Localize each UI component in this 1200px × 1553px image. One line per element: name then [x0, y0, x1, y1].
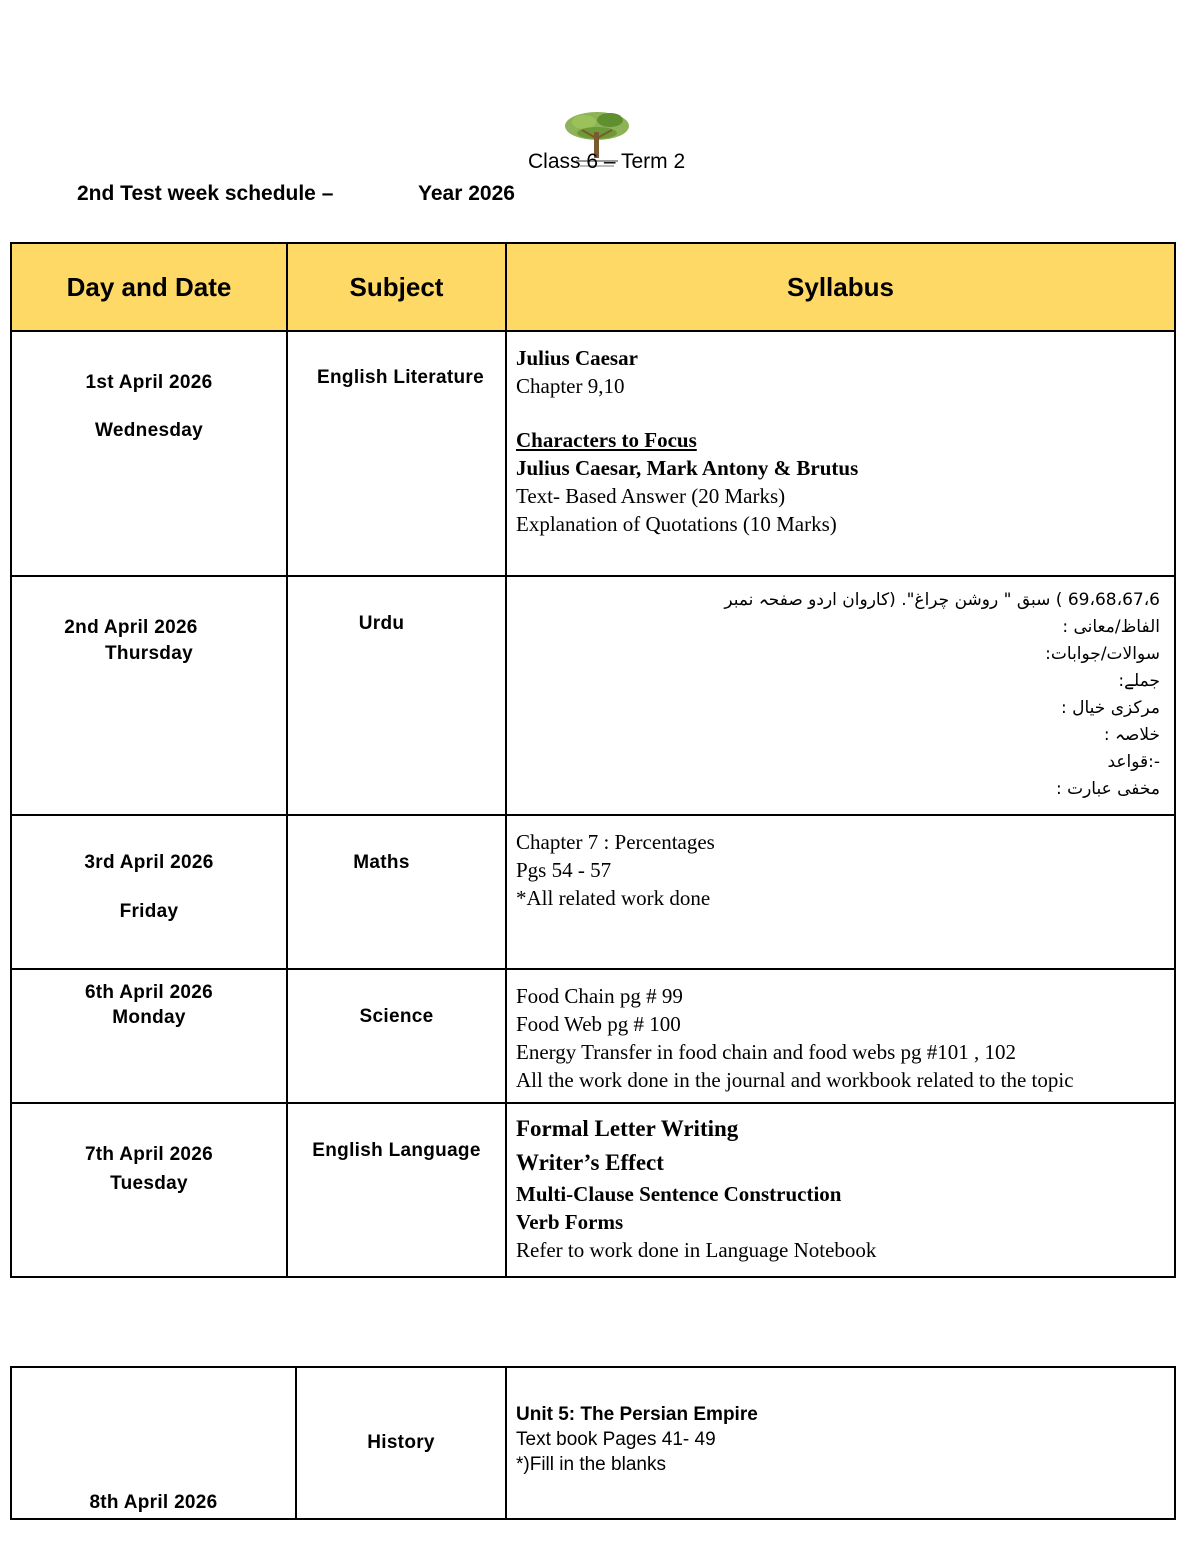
year-label: Year 2026 — [418, 182, 515, 205]
syllabus-line: الفاظ/معانی : — [1062, 617, 1160, 637]
subject-text: English Language — [312, 1140, 481, 1161]
schedule-label: 2nd Test week schedule – — [77, 182, 334, 205]
syllabus-line: Verb Forms — [516, 1210, 624, 1234]
day-cell — [11, 1367, 296, 1519]
day-cell — [11, 969, 287, 1103]
subject-cell — [287, 969, 506, 1103]
subject-text: Urdu — [358, 613, 405, 634]
page-title: Class 6 – Term 2 — [528, 150, 686, 173]
syllabus-line: Explanation of Quotations (10 Marks) — [516, 512, 837, 536]
syllabus-line: All the work done in the journal and workbook related to the topic — [516, 1068, 1074, 1092]
syllabus-line: 69،68،67،6 ) سبق " روشن چراغ". (کاروان اردو صفحہ نمبر — [724, 590, 1160, 610]
date-text: 1st April 2026 — [85, 372, 213, 393]
syllabus-cell — [506, 969, 1175, 1103]
syllabus-line: Formal Letter Writing — [516, 1116, 739, 1141]
syllabus-line: Writer’s Effect — [516, 1150, 664, 1175]
syllabus-cell — [506, 576, 1175, 815]
subject-cell — [287, 576, 506, 815]
syllabus-line: Unit 5: The Persian Empire — [516, 1404, 758, 1425]
syllabus-cell — [506, 1103, 1175, 1277]
subject-text: Maths — [353, 852, 410, 873]
history-table — [10, 1366, 1176, 1520]
syllabus-cell — [506, 815, 1175, 969]
syllabus-line: *All related work done — [516, 886, 711, 910]
weekday-text: Monday — [112, 1007, 186, 1028]
table-row — [11, 815, 1175, 969]
syllabus-line: Julius Caesar, Mark Antony & Brutus — [516, 456, 859, 480]
date-text: 8th April 2026 — [89, 1492, 218, 1513]
date-text: 6th April 2026 — [84, 982, 214, 1003]
weekday-text: Friday — [119, 901, 179, 922]
subject-cell — [287, 1103, 506, 1277]
syllabus-line: Text book Pages 41- 49 — [516, 1429, 716, 1450]
weekday-text: Wednesday — [95, 420, 203, 441]
day-cell — [11, 576, 287, 815]
syllabus-line: Characters to Focus — [516, 428, 697, 452]
date-text: 7th April 2026 — [84, 1144, 214, 1165]
weekday-text: Tuesday — [110, 1173, 188, 1194]
column-header-syllabus: Syllabus — [506, 243, 1175, 331]
table-row — [11, 331, 1175, 576]
syllabus-line: *)Fill in the blanks — [516, 1454, 666, 1475]
subject-cell — [296, 1367, 506, 1519]
subject-cell — [287, 331, 506, 576]
syllabus-line: Chapter 7 : Percentages — [516, 830, 715, 854]
syllabus-line: Julius Caesar — [516, 346, 638, 370]
syllabus-line: Text- Based Answer (20 Marks) — [516, 484, 786, 508]
schedule-table — [10, 242, 1176, 1278]
syllabus-cell — [506, 331, 1175, 576]
column-header-day: Day and Date — [11, 243, 287, 331]
column-header-subject: Subject — [287, 243, 506, 331]
table-row — [11, 576, 1175, 815]
syllabus-cell — [506, 1367, 1175, 1519]
subject-text: History — [367, 1432, 435, 1453]
subject-text: Science — [359, 1006, 434, 1027]
day-cell — [11, 1103, 287, 1277]
syllabus-line: Food Chain pg # 99 — [516, 984, 683, 1008]
day-cell — [11, 331, 287, 576]
syllabus-line: خلاصہ : — [1103, 725, 1160, 745]
table-row — [11, 1103, 1175, 1277]
syllabus-line: جملے: — [1118, 671, 1160, 691]
date-text: 2nd April 2026 — [64, 617, 198, 638]
syllabus-line: Food Web pg # 100 — [516, 1012, 681, 1036]
syllabus-line: Chapter 9,10 — [516, 374, 625, 398]
weekday-text: Thursday — [105, 643, 193, 664]
syllabus-line: Multi-Clause Sentence Construction — [516, 1182, 842, 1206]
table-header-row — [11, 243, 1175, 331]
subject-cell — [287, 815, 506, 969]
syllabus-line: Pgs 54 - 57 — [516, 858, 612, 882]
day-cell — [11, 815, 287, 969]
syllabus-line: Refer to work done in Language Notebook — [516, 1238, 877, 1262]
syllabus-line: -:قواعد — [1107, 752, 1160, 772]
syllabus-line: سوالات/جوابات: — [1045, 644, 1160, 664]
syllabus-line: مرکزی خیال : — [1061, 698, 1160, 718]
table-row — [11, 1367, 1175, 1519]
date-text: 3rd April 2026 — [84, 852, 214, 873]
syllabus-line: مخفی عبارت : — [1055, 779, 1160, 799]
syllabus-line: Energy Transfer in food chain and food webs pg #101 , 102 — [516, 1040, 1017, 1064]
subject-text: English Literature — [317, 367, 484, 388]
table-row — [11, 969, 1175, 1103]
